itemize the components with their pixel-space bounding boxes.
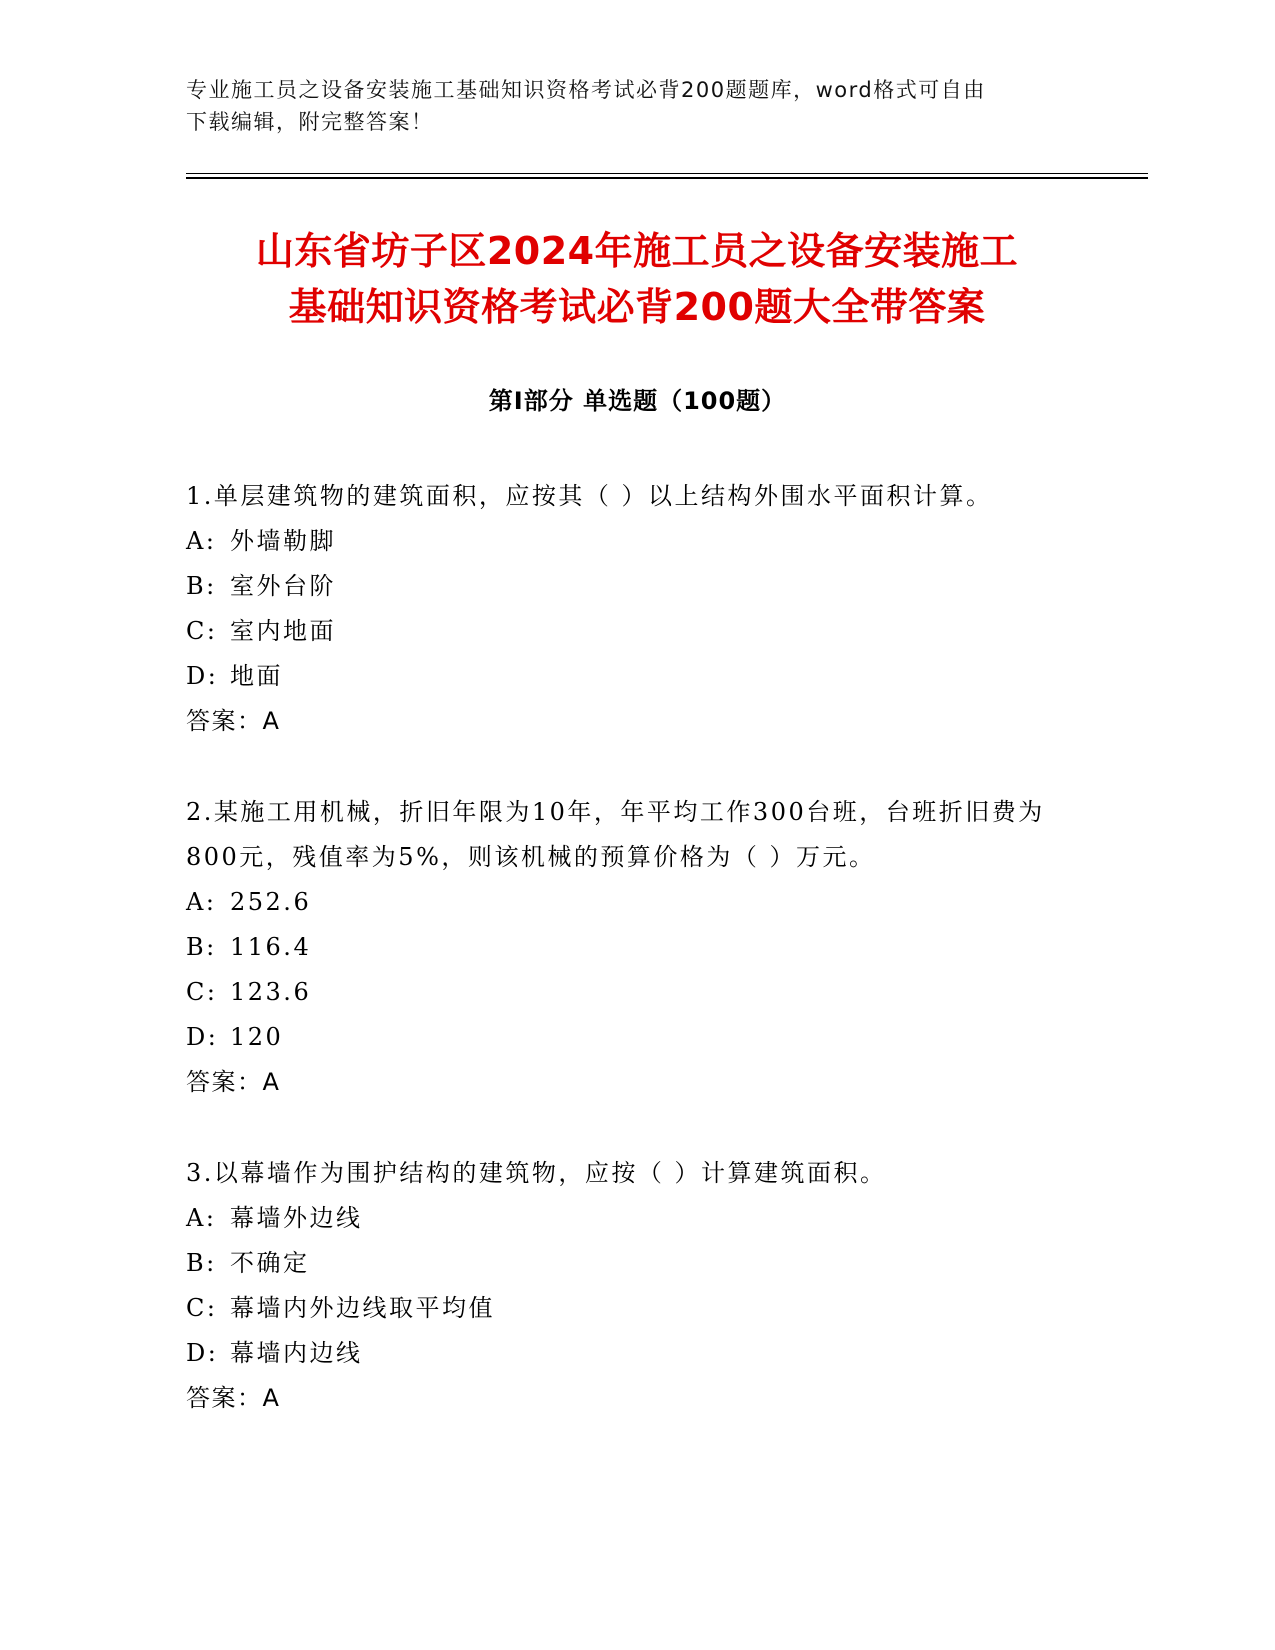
- document-title-line1: 山东省坊子区2024年施工员之设备安装施工: [255, 229, 1019, 273]
- question-list: [186, 474, 1086, 1467]
- question-2: [186, 790, 1086, 1105]
- option-text: 252.6: [230, 888, 312, 916]
- document-title: [137, 223, 1137, 335]
- header-divider-thick: [186, 177, 1148, 179]
- document-title-line2: 基础知识资格考试必背200题大全带答案: [288, 285, 986, 329]
- option-text: 室内地面: [230, 617, 336, 645]
- option-c: [186, 1286, 1086, 1331]
- option-d: [186, 1331, 1086, 1376]
- option-text: 幕墙外边线: [230, 1204, 363, 1232]
- option-text: 外墙勒脚: [230, 527, 336, 555]
- option-letter: C:: [186, 978, 218, 1006]
- header-note-line1: 专业施工员之设备安装施工基础知识资格考试必背200题题库，word格式可自由: [186, 78, 986, 102]
- question-stem: 3.以幕墙作为围护结构的建筑物，应按（ ）计算建筑面积。: [186, 1159, 887, 1187]
- option-text: 120: [230, 1023, 284, 1051]
- option-b: [186, 1241, 1086, 1286]
- option-letter: D:: [186, 662, 219, 690]
- option-letter: D:: [186, 1339, 219, 1367]
- header-divider-thin: [186, 173, 1148, 174]
- header-note: [186, 74, 1086, 138]
- option-b: [186, 564, 1086, 609]
- option-text: 123.6: [230, 978, 312, 1006]
- question-stem: 2.某施工用机械，折旧年限为10年，年平均工作300台班，台班折旧费为800元，残值率为5%，则该机械的预算价格为（ ）万元。: [186, 798, 1045, 871]
- header-note-line2: 下载编辑，附完整答案！: [186, 110, 434, 134]
- option-text: 116.4: [230, 933, 312, 961]
- option-c: [186, 970, 1086, 1015]
- answer: 答案：A: [186, 1384, 281, 1412]
- question-3: [186, 1151, 1086, 1421]
- answer: 答案：A: [186, 707, 281, 735]
- answer: 答案：A: [186, 1068, 281, 1096]
- option-a: [186, 1196, 1086, 1241]
- option-b: [186, 925, 1086, 970]
- option-letter: A:: [186, 527, 217, 555]
- question-1: [186, 474, 1086, 744]
- question-stem: 1.单层建筑物的建筑面积，应按其（ ）以上结构外围水平面积计算。: [186, 482, 993, 510]
- option-letter: D:: [186, 1023, 219, 1051]
- option-d: [186, 654, 1086, 699]
- option-text: 室外台阶: [230, 572, 336, 600]
- option-text: 幕墙内边线: [230, 1339, 363, 1367]
- option-c: [186, 609, 1086, 654]
- option-a: [186, 519, 1086, 564]
- option-letter: B:: [186, 1249, 217, 1277]
- option-letter: A:: [186, 1204, 217, 1232]
- section-title: 第Ⅰ部分 单选题（100题）: [488, 387, 787, 415]
- option-text: 不确定: [230, 1249, 310, 1277]
- option-a: [186, 880, 1086, 925]
- option-letter: C:: [186, 1294, 218, 1322]
- option-d: [186, 1015, 1086, 1060]
- option-text: 幕墙内外边线取平均值: [230, 1294, 495, 1322]
- option-letter: C:: [186, 617, 218, 645]
- option-letter: A:: [186, 888, 217, 916]
- option-letter: B:: [186, 933, 217, 961]
- option-letter: B:: [186, 572, 217, 600]
- option-text: 地面: [230, 662, 283, 690]
